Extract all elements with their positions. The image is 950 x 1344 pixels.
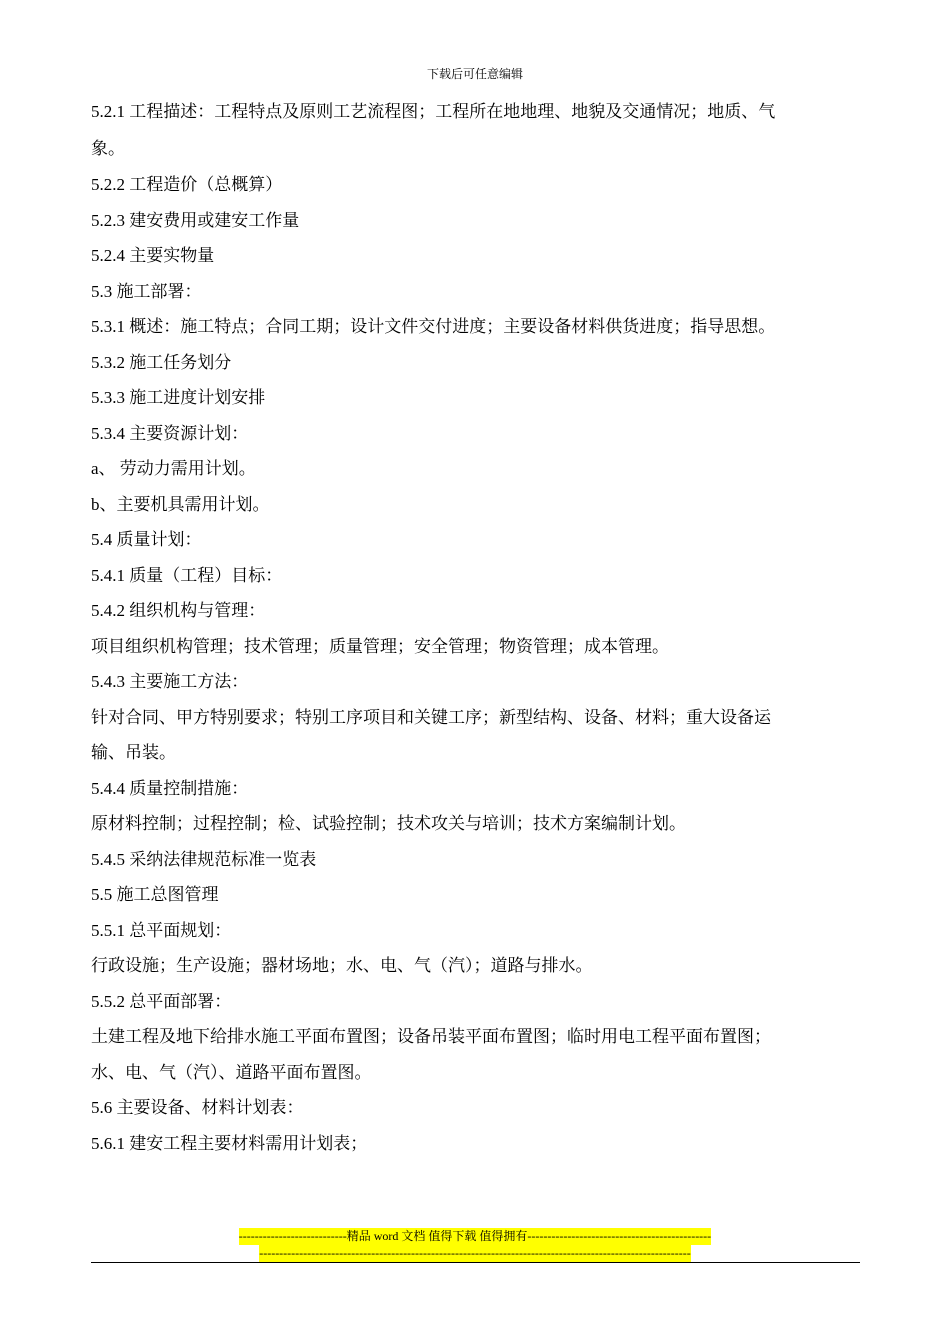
text-line: 5.4.1 质量（工程）目标： (91, 565, 283, 585)
text-line: 项目组织机构管理；技术管理；质量管理；安全管理；物资管理；成本管理。 (91, 636, 669, 656)
text-line: 原材料控制；过程控制；检、试验控制；技术攻关与培训；技术方案编制计划。 (91, 814, 686, 833)
text-line: 水、电、气（汽）、道路平面布置图。 (91, 1062, 372, 1082)
document-body (91, 93, 863, 1161)
page-footer (0, 1228, 950, 1262)
text-line: 5.4.4 质量控制措施： (91, 778, 249, 798)
footer-rule (91, 1262, 860, 1263)
text-line: 5.3 施工部署： (91, 281, 202, 301)
text-line: 5.3.2 施工任务划分 (91, 352, 232, 372)
text-line: a、 劳动力需用计划。 (91, 459, 256, 478)
footer-dash-line: ------------------------------------------------------------------------------------------------------------ (259, 1246, 691, 1260)
text-line: 5.4.5 采纳法律规范标准一览表 (91, 849, 317, 869)
text-line: 5.2.4 主要实物量 (91, 246, 215, 265)
page-header: 下载后可任意编辑 (426, 67, 523, 81)
text-line: 输、吊装。 (91, 743, 176, 762)
text-line: 针对合同、甲方特别要求；特别工序项目和关键工序；新型结构、设备、材料；重大设备运 (91, 707, 771, 727)
text-line: 5.6 主要设备、材料计划表： (91, 1098, 304, 1117)
text-line: 土建工程及地下给排水施工平面布置图；设备吊装平面布置图；临时用电工程平面布置图； (91, 1027, 771, 1046)
text-line: 5.6.1 建安工程主要材料需用计划表； (91, 1133, 368, 1153)
text-line: 5.3.3 施工进度计划安排 (91, 388, 266, 407)
text-line: 5.3.1 概述：施工特点；合同工期；设计文件交付进度；主要设备材料供货进度；指导思想。 (91, 317, 776, 336)
text-line: 5.4.3 主要施工方法： (91, 672, 249, 691)
text-line: 5.3.4 主要资源计划： (91, 423, 249, 443)
text-line: 行政设施；生产设施；器材场地；水、电、气（汽）；道路与排水。 (91, 956, 593, 975)
text-line: 5.4 质量计划： (91, 530, 202, 549)
text-line: 5.2.2 工程造价（总概算） (91, 175, 283, 194)
footer-banner-line: ---------------------------精品 word 文档 值得下载 值得拥有---------------------------------------------- (238, 1229, 712, 1243)
text-line: b、主要机具需用计划。 (91, 494, 270, 514)
text-line: 5.5.1 总平面规划： (91, 920, 232, 940)
text-line: 5.5.2 总平面部署： (91, 991, 232, 1011)
text-line: 5.2.3 建安费用或建安工作量 (91, 210, 300, 230)
text-line: 5.5 施工总图管理 (91, 885, 219, 904)
text-line: 5.4.2 组织机构与管理： (91, 601, 266, 620)
text-line: 5.2.1 工程描述：工程特点及原则工艺流程图；工程所在地地理、地貌及交通情况；地质、气 (91, 102, 776, 121)
text-line: 象。 (91, 139, 125, 158)
